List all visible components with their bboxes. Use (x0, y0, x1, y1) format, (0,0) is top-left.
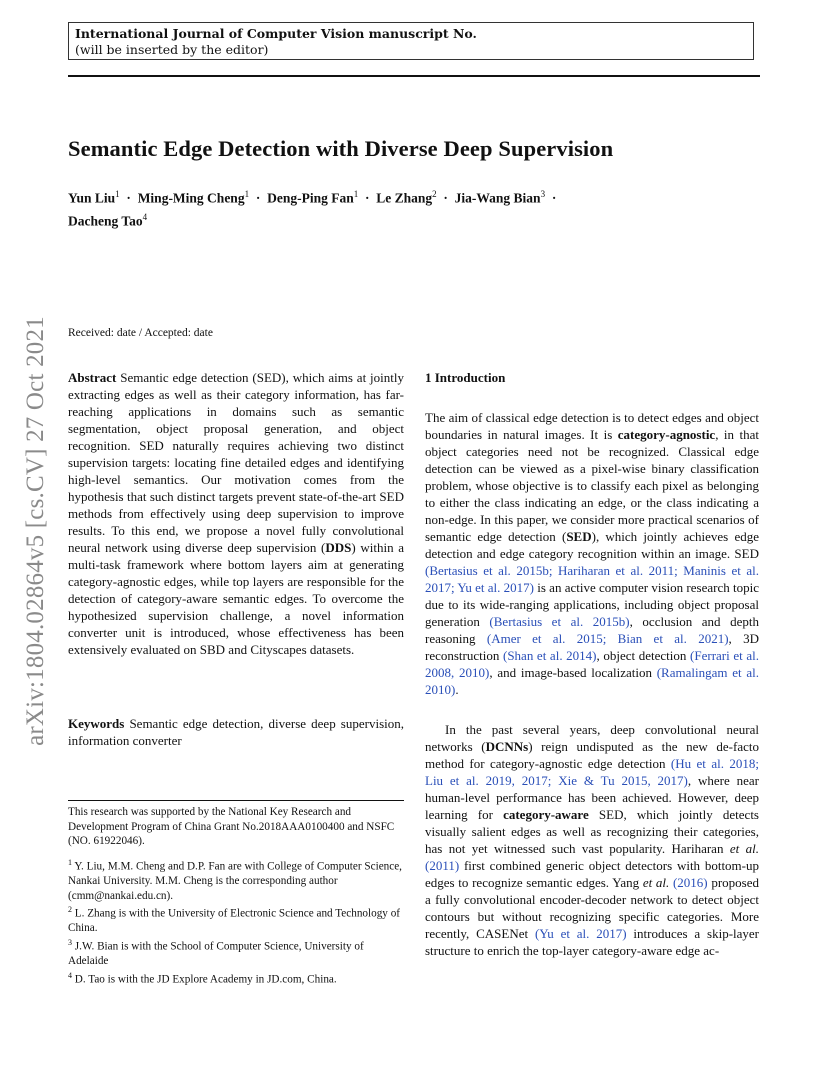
italic-text: et al. (642, 875, 670, 890)
journal-header-box (68, 22, 754, 60)
citation-link[interactable]: (Shan et al. 2014) (502, 648, 597, 663)
intro-paragraph-2 (425, 721, 759, 959)
abstract-text-1: Semantic edge detection (SED), which aims at jointly extracting edges as well as their category information, has far-reaching applications in domains such as semantic segmentation, object proposal generation, and object recognition. SED naturally requires achieving two distinct supervision targets: locating fine detailed edges and identifying high-level semantics. Our motivation comes from the hypothesis that such distinct targets prevent state-of-the-art SED methods from effectively using deep supervision to improve results. To this end, we propose a novel fully convolutional neural network using diverse deep supervision ( (68, 370, 404, 555)
editor-note: (will be inserted by the editor) (75, 42, 269, 57)
footnote-rule (68, 800, 404, 801)
body-text: proposed a fully convolutional encoder-decoder network to detect object contours but without recognizing specific categories. More recently, CASENet (425, 875, 759, 941)
affiliation-mark: 1 (115, 189, 120, 199)
citation-link[interactable]: (2011) (425, 858, 460, 873)
bold-term: category-agnostic (617, 427, 716, 442)
header-rule (68, 75, 760, 77)
affiliation-mark: 1 (244, 189, 250, 199)
bold-term: DCNNs (485, 739, 529, 754)
footnote-text: L. Zhang is with the University of Electronic Science and Technology of China. (68, 907, 401, 935)
footnote-text: Y. Liu, M.M. Cheng and D.P. Fan are with College of Computer Science, Nankai University. M.M. Cheng is the corresponding author (cmm@nankai.edu.cn). (68, 860, 402, 902)
footnote-text: J.W. Bian is with the School of Computer Science, University of Adelaide (68, 940, 364, 968)
footnote-item (68, 969, 404, 987)
body-text: ), which jointly achieves edge detection and edge category recognition within an image. SED (425, 529, 759, 561)
body-text: , and image-based localization (489, 665, 657, 680)
citation-link[interactable]: (2016) (672, 875, 708, 890)
body-text: The aim of classical edge detection is to detect edges and object boundaries in natural images. It is (425, 410, 759, 442)
body-text: introduces a skip-layer structure to enrich the top-layer category-aware edge ac- (425, 926, 760, 958)
intro-paragraph-1 (425, 409, 759, 698)
citation-link[interactable]: (Bertasius et al. 2015b; Hariharan et al. 2011; Maninis et al. 2017; Yu et al. 2017) (425, 563, 759, 595)
journal-name: International Journal of Computer Vision manuscript No. (75, 26, 477, 41)
citation-link[interactable]: (Bertasius et al. 2015b) (489, 614, 630, 629)
affiliation-mark: 2 (432, 189, 437, 199)
body-text: In the past several years, deep convolutional neural networks ( (425, 722, 759, 754)
citation-link[interactable]: (Hu et al. 2018; Liu et al. 2019, 2017; Xie & Tu 2015, 2017) (425, 756, 759, 788)
author-name: Jia-Wang Bian (454, 190, 541, 206)
author-name: Ming-Ming Cheng (137, 190, 245, 206)
author-name: Yun Liu (68, 190, 116, 206)
citation-link[interactable]: (Yu et al. 2017) (534, 926, 627, 941)
body-text: , in that object categories need not be recognized. Classical edge detection can be viewed as a pixel-wise binary classification problem, whose objective is to classify each pixel as belonging to either the class indicating an edge, or the class indicating a non-edge. In this paper, we consider more practical scenarios of semantic edge detection ( (425, 427, 759, 544)
funding-footnote: This research was supported by the National Key Research and Development Program of China Grant No.2018AAA0100400 and NSFC (NO. 61922046). (68, 806, 395, 847)
citation-link[interactable]: (Ferrari et al. 2008, 2010) (425, 648, 759, 680)
footnote-mark: 3 (68, 937, 72, 947)
bold-term: SED (566, 529, 592, 544)
section-heading: 1 Introduction (425, 370, 506, 385)
keywords-text: Semantic edge detection, diverse deep supervision, information converter (68, 716, 404, 748)
paper-title: Semantic Edge Detection with Diverse Deep Supervision (68, 136, 614, 161)
keywords (68, 715, 404, 749)
body-text: is an active computer vision research topic due to its wide-ranging applications, including object proposal generation (425, 580, 759, 629)
received-date: Received: date / Accepted: date (68, 327, 213, 339)
footnote-item (68, 903, 404, 936)
body-text: first combined generic object detectors with bottom-up edges to recognize semantic edges. Yang (425, 858, 759, 890)
body-text: , occlusion and depth reasoning (425, 614, 759, 646)
abstract (68, 369, 404, 658)
footnote-item (68, 856, 404, 903)
italic-text: et al. (729, 841, 760, 856)
body-text: , 3D reconstruction (425, 631, 760, 663)
body-text: SED, which jointly detects visually salient edges as well as recognizing their categories, has not yet witnessed such vast popularity. Hariharan (425, 807, 759, 856)
abstract-dds: DDS (325, 540, 352, 555)
affiliation-mark: 3 (540, 189, 546, 199)
bold-term: category-aware (503, 807, 589, 822)
keywords-label: Keywords (68, 716, 125, 731)
author-list: Yun Liu$^1$ · Ming-Ming Cheng$^1$ · Deng-Ping Fan$^1$ · Le Zhang$^2$ · Jia-Wang Bian$^3$ · Dacheng Tao$^4$ (68, 189, 560, 228)
footnote-mark: 2 (68, 905, 72, 915)
citation-link[interactable]: (Amer et al. 2015; Bian et al. 2021) (486, 631, 729, 646)
affiliation-mark: 4 (142, 211, 148, 222)
footnote-mark: 1 (68, 858, 72, 867)
body-text: . (455, 682, 459, 697)
author-name: Dacheng Tao (68, 213, 143, 228)
body-text: ) reign undisputed as the new de-facto method for category-agnostic edge detection (425, 739, 759, 771)
affiliation-mark: 1 (353, 189, 359, 199)
author-name: Deng-Ping Fan (267, 190, 354, 206)
abstract-text-2: ) within a multi-task framework where bottom layers aim at generating category-agnostic edges, while top layers are responsible for the detection of category-aware semantic edges. To overcome the hypothesized supervision challenge, a novel information converter unit is introduced, whose effectiveness has been extensively evaluated on SBD and Cityscapes datasets. (68, 540, 404, 657)
arxiv-identifier: arXiv:1804.02864v5 [cs.CV] 27 Oct 2021 (22, 316, 49, 746)
footnote-item (68, 936, 404, 969)
footnote-text: D. Tao is with the JD Explore Academy in JD.com, China. (72, 973, 337, 986)
citation-link[interactable]: (Ramalingam et al. 2010) (425, 665, 759, 697)
abstract-label: Abstract (68, 370, 117, 385)
affiliation-footnotes (68, 856, 404, 987)
body-text: , where near human-level performance has been achieved. However, deep learning for (425, 773, 759, 822)
footnote-mark: 4 (68, 970, 72, 980)
body-text: , object detection (596, 648, 691, 663)
author-name: Le Zhang (376, 190, 433, 206)
